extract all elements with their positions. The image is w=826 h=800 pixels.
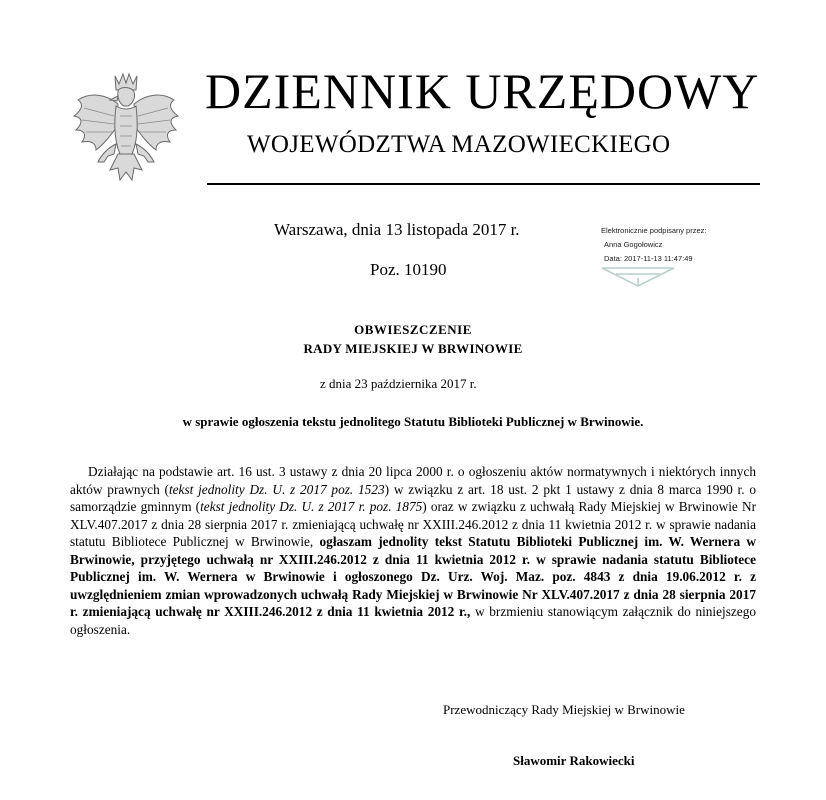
body-text: ) oraz w związku z uchwałą Rady Miejskiej w Brwinowie Nr XLV.407.2017 z dnia 28 sierpnia 2017 r. zmieniającą uchwałę nr XXIII.246.2012 z dnia 11 kwietnia 2012 r. w sprawie nadania statutu Bibliotece Publicznej w Brwinowie, — [70, 499, 756, 549]
esignature-logo-icon — [598, 262, 678, 290]
act-subject: w sprawie ogłoszenia tekstu jednolitego Statutu Biblioteki Publicznej w Brwinowie. — [182, 414, 644, 429]
body-paragraph — [70, 463, 756, 638]
body-text: ) w związku z art. 18 ust. 2 pkt 1 ustawy z dnia 8 marca 1990 r. o samorządzie gminnym ( — [70, 481, 756, 514]
document-type: OBWIESZCZENIE — [354, 322, 472, 337]
electronic-signature-block — [601, 224, 706, 266]
position-number: Poz. 10190 — [370, 260, 447, 279]
signer-role: Przewodniczący Rady Miejskiej w Brwinowie — [443, 702, 685, 717]
esign-label: Elektronicznie podpisany przez: — [601, 226, 707, 235]
esign-signer: Anna Gogołowicz — [604, 240, 663, 249]
body-citation: tekst jednolity Dz. U. z 2017 r. poz. 1875 — [200, 499, 423, 514]
body-text: w brzmieniu stanowiącym załącznik do niniejszego ogłoszenia. — [70, 604, 756, 637]
signer-name: Sławomir Rakowiecki — [513, 753, 635, 768]
esign-date: Data: 2017-11-13 11:47:49 — [604, 254, 693, 263]
body-text: Działając na podstawie art. 16 ust. 3 ustawy z dnia 20 lipca 2000 r. o ogłoszeniu aktów normatywnych i niektórych innych aktów prawnych ( — [70, 464, 756, 497]
body-citation: tekst jednolity Dz. U. z 2017 poz. 1523 — [168, 481, 385, 497]
body-announcement: ogłaszam jednolity tekst Statutu Biblioteki Publicznej im. W. Wernera w Brwinowie, przyjętego uchwałą nr XXIII.246.2012 z dnia 11 kwietnia 2012 r. w sprawie nadania statutu Bibliotece Publicznej im. W. Wernera w Brwinowie i ogłoszonego Dz. Urz. Woj. Maz. poz. 4843 z dnia 19.06.2012 r. z uwzględnieniem zmian wprowadzonych uchwałą Rady Miejskiej w Brwinowie Nr XLV.407.2017 z dnia 28 sierpnia 2017 r. zmieniającą uchwałę nr XXIII.246.2012 z dnia 11 kwietnia 2012 r., — [70, 534, 756, 619]
header-divider — [207, 183, 760, 185]
place-and-date: Warszawa, dnia 13 listopada 2017 r. — [274, 220, 520, 239]
journal-title: DZIENNIK URZĘDOWY — [205, 63, 760, 119]
white-eagle-emblem-icon — [70, 70, 182, 188]
document-issuer: RADY MIEJSKIEJ W BRWINOWIE — [303, 341, 523, 356]
journal-subtitle: WOJEWÓDZTWA MAZOWIECKIEGO — [247, 131, 671, 158]
act-date: z dnia 23 października 2017 r. — [320, 376, 477, 391]
